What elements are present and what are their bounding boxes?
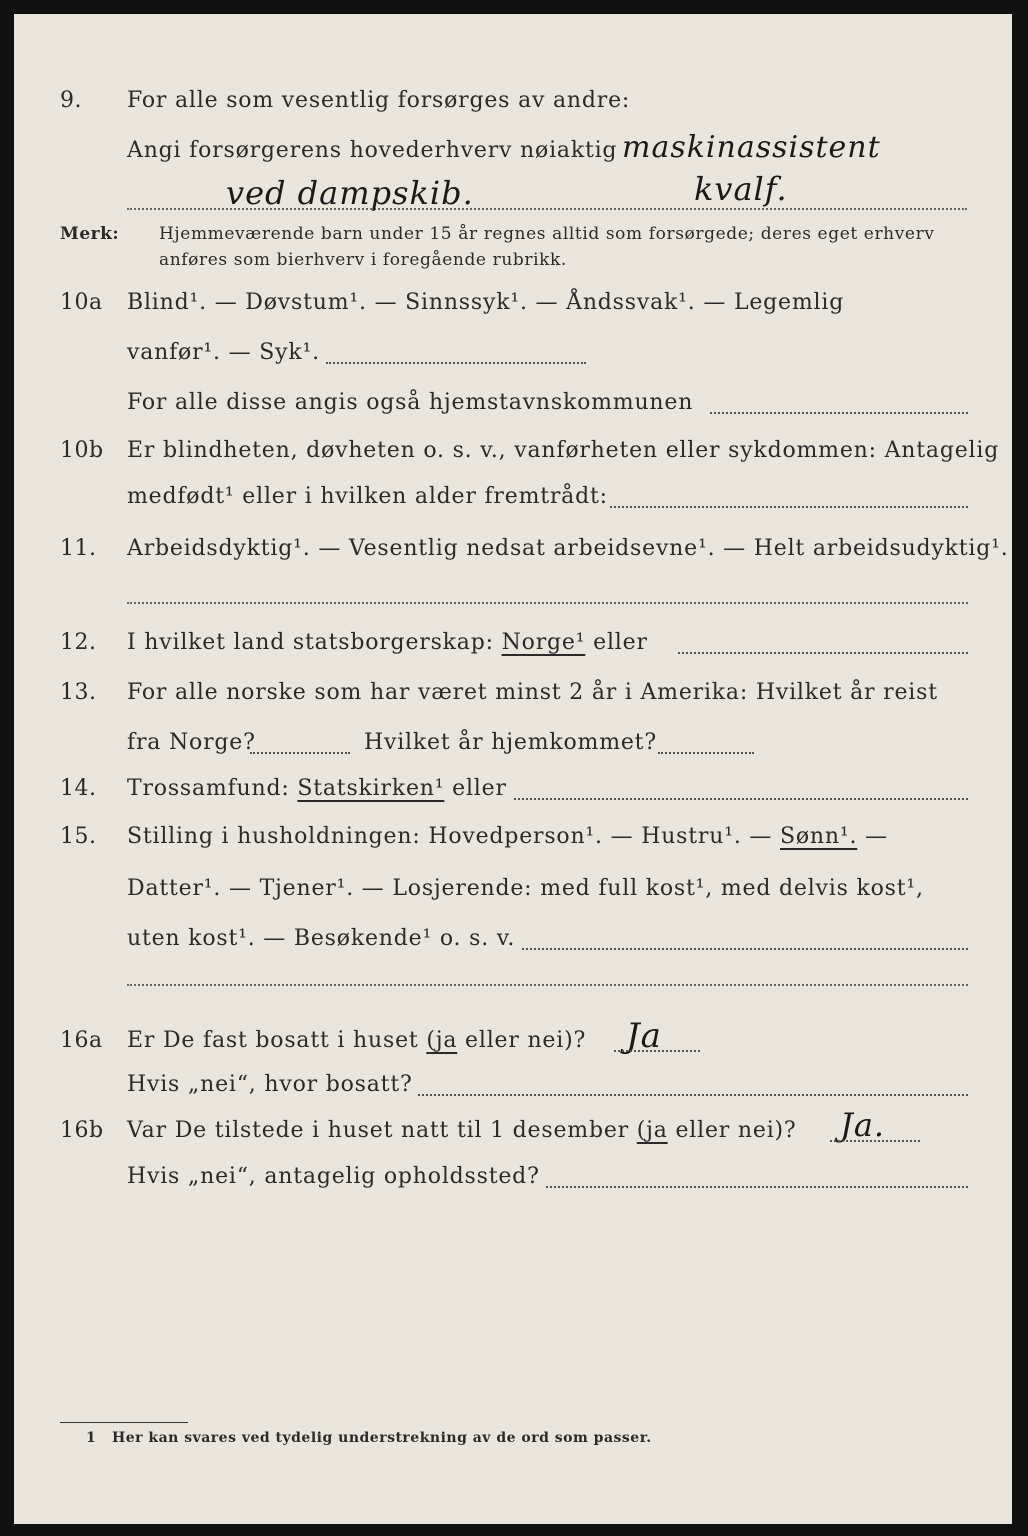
q12-text: I hvilket land statsborgerskap: xyxy=(127,630,494,655)
q9-handwritten-occupation: maskinassistent xyxy=(622,130,881,165)
q10b-number: 10b xyxy=(60,438,104,463)
q10a-home-municipality-dots xyxy=(710,410,968,414)
merk-label: Merk: xyxy=(60,224,120,244)
q9-line-1: For alle som vesentlig forsørges av andre: xyxy=(127,88,631,113)
q16b-text: Var De tilstede i huset natt til 1 desember xyxy=(127,1118,629,1143)
q16b-location-dots xyxy=(546,1184,968,1188)
q14-underlined-answer: Statskirken¹ xyxy=(297,776,445,801)
q16a-text: Er De fast bosatt i huset xyxy=(127,1028,419,1053)
q14-number: 14. xyxy=(60,776,97,801)
q12-underlined-answer: Norge¹ xyxy=(501,630,586,655)
q13-line-1: For alle norske som har været minst 2 år i Amerika: Hvilket år reist xyxy=(127,680,938,705)
footnote-text: Her kan svares ved tydelig understrekning av de ord som passer. xyxy=(112,1430,652,1446)
q16a-handwritten-answer: Ja xyxy=(626,1016,662,1056)
q12-post: eller xyxy=(593,630,648,655)
q13-year-returned-dots xyxy=(658,750,754,754)
q16b-line-1 xyxy=(127,1118,797,1143)
q9-number: 9. xyxy=(60,88,82,113)
q15-line-1-dash: — xyxy=(865,824,888,849)
merk-line-1: Hjemmeværende barn under 15 år regnes alltid som forsørgede; deres eget erhverv xyxy=(159,224,935,244)
q10a-line-3: For alle disse angis også hjemstavnskommunen xyxy=(127,390,694,415)
q15-line-2: Datter¹. — Tjener¹. — Losjerende: med full kost¹, med delvis kost¹, xyxy=(127,876,924,901)
q16a-number: 16a xyxy=(60,1028,103,1053)
q13-number: 13. xyxy=(60,680,97,705)
q11-answer-line xyxy=(127,602,968,604)
q10b-line-1: Er blindheten, døvheten o. s. v., vanførheten eller sykdommen: Antagelig xyxy=(127,438,1000,463)
q12-number: 12. xyxy=(60,630,97,655)
q16b-answer-dots xyxy=(830,1138,920,1142)
q15-underlined-answer: Sønn¹. xyxy=(780,824,858,849)
q12-line xyxy=(127,630,648,655)
q16b-number: 16b xyxy=(60,1118,104,1143)
q15-answer-line xyxy=(127,984,968,986)
q15-number: 15. xyxy=(60,824,97,849)
q14-text: Trossamfund: xyxy=(127,776,290,801)
q14-line xyxy=(127,776,507,801)
q10b-answer-dots xyxy=(610,504,968,508)
q16a-line-1 xyxy=(127,1028,586,1053)
q16a-residence-dots xyxy=(418,1092,968,1096)
q16b-post: eller nei)? xyxy=(675,1118,797,1143)
q13-line-2a: fra Norge? xyxy=(127,730,256,755)
census-form-page xyxy=(14,14,1012,1524)
q13-line-2b: Hvilket år hjemkommet? xyxy=(364,730,657,755)
q9-line-2: Angi forsørgerens hovederhverv nøiaktig xyxy=(127,138,618,163)
q15-line-1-text: Stilling i husholdningen: Hovedperson¹. — Hustru¹. — xyxy=(127,824,773,849)
q10b-line-2: medfødt¹ eller i hvilken alder fremtrådt: xyxy=(127,484,608,509)
q13-year-left-dots xyxy=(250,750,350,754)
q16a-post: eller nei)? xyxy=(465,1028,587,1053)
q16b-underlined-answer: (ja xyxy=(636,1118,668,1143)
q10a-answer-dots xyxy=(326,360,586,364)
q11-number: 11. xyxy=(60,536,97,561)
q16b-line-2: Hvis „nei“, antagelig opholdssted? xyxy=(127,1164,540,1189)
q12-answer-dots xyxy=(678,650,968,654)
q15-line-3: uten kost¹. — Besøkende¹ o. s. v. xyxy=(127,926,516,951)
footnote-rule xyxy=(60,1422,188,1423)
q15-line-1 xyxy=(127,824,888,849)
q16a-answer-dots xyxy=(614,1048,700,1052)
q11-line-1: Arbeidsdyktig¹. — Vesentlig nedsat arbeidsevne¹. — Helt arbeidsudyktig¹. xyxy=(127,536,1009,561)
q16a-underlined-answer: (ja xyxy=(426,1028,458,1053)
q9-handwritten-vessel: ved dampskib. xyxy=(226,174,474,212)
q15-answer-dots xyxy=(522,946,968,950)
q16b-handwritten-answer: Ja. xyxy=(840,1106,886,1144)
q10a-number: 10a xyxy=(60,290,103,315)
q14-post: eller xyxy=(452,776,507,801)
q14-answer-dots xyxy=(514,796,968,800)
q16a-line-2: Hvis „nei“, hvor bosatt? xyxy=(127,1072,413,1097)
merk-line-2: anføres som bierhverv i foregående rubrikk. xyxy=(159,250,567,270)
q10a-line-1: Blind¹. — Døvstum¹. — Sinnssyk¹. — Åndssvak¹. — Legemlig xyxy=(127,290,845,315)
q9-handwritten-role: kvalf. xyxy=(694,170,788,208)
footnote-mark: 1 xyxy=(86,1430,97,1446)
q10a-line-2: vanfør¹. — Syk¹. xyxy=(127,340,320,365)
